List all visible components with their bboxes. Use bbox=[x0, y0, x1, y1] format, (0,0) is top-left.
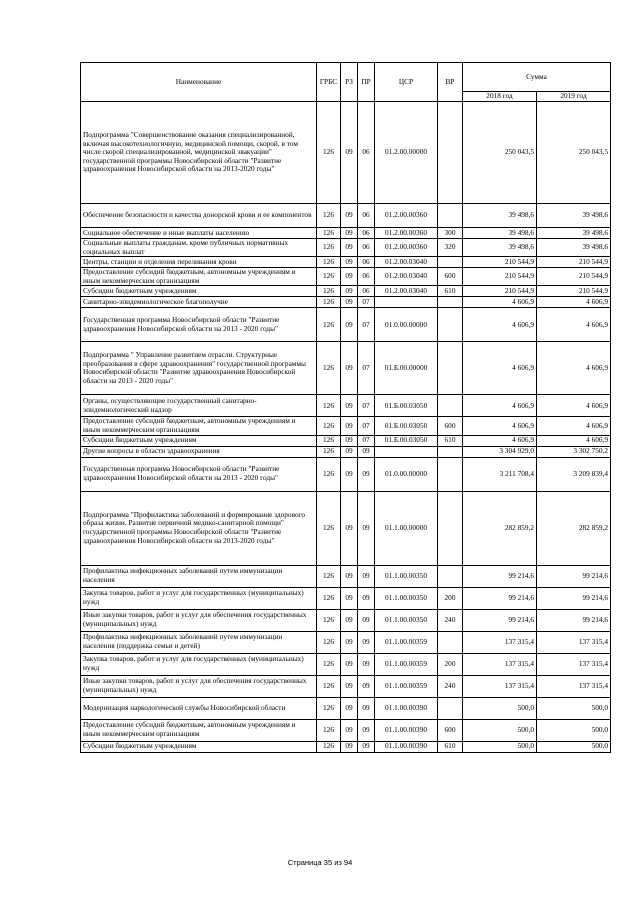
cell-pr: 09 bbox=[358, 565, 375, 587]
cell-sum-2018: 500,0 bbox=[463, 719, 537, 741]
cell-grbs: 126 bbox=[317, 268, 341, 286]
cell-name: Подпрограмма "Профилактика заболеваний и формирование здорового образа жизни. Развитие первичной медико-санитарной помощи" государственной программы Новосибирской области "Развитие здравоохранения Новосибирской области на 2013-2020 годы" bbox=[81, 491, 317, 565]
cell-name: Подпрограмма "Совершенствование оказания специализированной, включая высокотехнологичную, медицинской помощи, скорой, в том числе скорой специализированной, медицинской эвакуации" государственной программы Новосибирской области "Развитие здравоохранения Новосибирской области на 2013-2020 годы" bbox=[81, 102, 317, 204]
cell-rz: 09 bbox=[341, 239, 358, 257]
budget-document bbox=[80, 62, 610, 753]
cell-name: Профилактика инфекционных заболеваний путем иммунизации населения bbox=[81, 565, 317, 587]
table-row bbox=[81, 342, 611, 395]
cell-vr bbox=[438, 308, 463, 342]
cell-csr: 01.0.00.00000 bbox=[375, 457, 438, 491]
cell-grbs: 126 bbox=[317, 491, 341, 565]
cell-grbs: 126 bbox=[317, 297, 341, 308]
cell-rz: 09 bbox=[341, 308, 358, 342]
cell-name: Другие вопросы в области здравоохранения bbox=[81, 446, 317, 457]
cell-csr: 01.0.00.00000 bbox=[375, 308, 438, 342]
cell-sum-2019: 210 544,9 bbox=[537, 257, 611, 268]
cell-csr: 01.1.00.00390 bbox=[375, 719, 438, 741]
cell-pr: 09 bbox=[358, 446, 375, 457]
cell-grbs: 126 bbox=[317, 587, 341, 609]
cell-csr: 01.1.00.00390 bbox=[375, 697, 438, 719]
cell-vr: 600 bbox=[438, 719, 463, 741]
cell-vr: 600 bbox=[438, 268, 463, 286]
cell-rz: 09 bbox=[341, 631, 358, 653]
cell-sum-2018: 4 606,9 bbox=[463, 417, 537, 435]
cell-sum-2019: 4 606,9 bbox=[537, 308, 611, 342]
cell-grbs: 126 bbox=[317, 609, 341, 631]
cell-pr: 06 bbox=[358, 286, 375, 297]
cell-rz: 09 bbox=[341, 228, 358, 239]
cell-vr: 240 bbox=[438, 675, 463, 697]
cell-pr: 09 bbox=[358, 675, 375, 697]
cell-name: Подпрограмма " Управление развитием отрасли. Структурные преобразования в сфере здравоохранения" государственной программы Новосибирской области "Развитие здравоохранения Новосибирской области на 2013 - 2020 годы" bbox=[81, 342, 317, 395]
cell-name: Субсидии бюджетным учреждениям bbox=[81, 286, 317, 297]
cell-vr bbox=[438, 102, 463, 204]
cell-sum-2019: 137 315,4 bbox=[537, 653, 611, 675]
cell-vr bbox=[438, 395, 463, 417]
cell-pr: 09 bbox=[358, 491, 375, 565]
cell-pr: 07 bbox=[358, 435, 375, 446]
cell-name: Иные закупки товаров, работ и услуг для обеспечения государственных (муниципальных) нужд bbox=[81, 675, 317, 697]
cell-pr: 07 bbox=[358, 342, 375, 395]
cell-pr: 07 bbox=[358, 417, 375, 435]
cell-sum-2018: 210 544,9 bbox=[463, 286, 537, 297]
cell-rz: 09 bbox=[341, 257, 358, 268]
cell-pr: 06 bbox=[358, 268, 375, 286]
cell-sum-2019: 500,0 bbox=[537, 741, 611, 752]
cell-rz: 09 bbox=[341, 204, 358, 228]
cell-rz: 09 bbox=[341, 565, 358, 587]
cell-vr: 610 bbox=[438, 435, 463, 446]
table-row bbox=[81, 257, 611, 268]
table-row bbox=[81, 308, 611, 342]
cell-name: Модернизация наркологической службы Новосибирской области bbox=[81, 697, 317, 719]
cell-name: Государственная программа Новосибирской области "Развитие здравоохранения Новосибирской области на 2013 - 2020 годы" bbox=[81, 308, 317, 342]
cell-sum-2019: 3 209 839,4 bbox=[537, 457, 611, 491]
cell-grbs: 126 bbox=[317, 239, 341, 257]
cell-sum-2019: 3 302 750,2 bbox=[537, 446, 611, 457]
cell-rz: 09 bbox=[341, 653, 358, 675]
cell-sum-2018: 137 315,4 bbox=[463, 653, 537, 675]
header-pr: ПР bbox=[358, 63, 375, 102]
cell-name: Обеспечение безопасности и качества донорской крови и ее компонентов bbox=[81, 204, 317, 228]
cell-csr: 01.1.00.00350 bbox=[375, 587, 438, 609]
table-header bbox=[81, 63, 611, 102]
cell-name: Субсидии бюджетным учреждениям bbox=[81, 435, 317, 446]
cell-name: Закупка товаров, работ и услуг для государственных (муниципальных) нужд bbox=[81, 653, 317, 675]
cell-sum-2018: 137 315,4 bbox=[463, 631, 537, 653]
cell-rz: 09 bbox=[341, 102, 358, 204]
cell-vr: 300 bbox=[438, 228, 463, 239]
cell-grbs: 126 bbox=[317, 257, 341, 268]
cell-sum-2019: 4 606,9 bbox=[537, 297, 611, 308]
cell-sum-2019: 39 498,6 bbox=[537, 228, 611, 239]
cell-rz: 09 bbox=[341, 587, 358, 609]
cell-grbs: 126 bbox=[317, 697, 341, 719]
cell-name: Профилактика инфекционных заболеваний путем иммунизации населения (поддержка семьи и детей) bbox=[81, 631, 317, 653]
cell-sum-2019: 4 606,9 bbox=[537, 435, 611, 446]
cell-csr: 01.1.00.00390 bbox=[375, 741, 438, 752]
cell-grbs: 126 bbox=[317, 675, 341, 697]
cell-grbs: 126 bbox=[317, 102, 341, 204]
cell-sum-2018: 39 498,6 bbox=[463, 239, 537, 257]
cell-vr bbox=[438, 697, 463, 719]
cell-sum-2019: 210 544,9 bbox=[537, 268, 611, 286]
budget-table bbox=[80, 62, 611, 753]
cell-sum-2019: 500,0 bbox=[537, 697, 611, 719]
cell-pr: 09 bbox=[358, 653, 375, 675]
cell-name: Закупка товаров, работ и услуг для государственных (муниципальных) нужд bbox=[81, 587, 317, 609]
cell-pr: 06 bbox=[358, 257, 375, 268]
cell-sum-2018: 99 214,6 bbox=[463, 587, 537, 609]
cell-vr bbox=[438, 446, 463, 457]
cell-pr: 09 bbox=[358, 697, 375, 719]
table-row bbox=[81, 417, 611, 435]
cell-csr: 01.2.00.03040 bbox=[375, 268, 438, 286]
cell-pr: 06 bbox=[358, 239, 375, 257]
table-row bbox=[81, 435, 611, 446]
cell-grbs: 126 bbox=[317, 457, 341, 491]
cell-name: Субсидии бюджетным учреждениям bbox=[81, 741, 317, 752]
cell-name: Предоставление субсидий бюджетным, автономным учреждениям и иным некоммерческим организациям bbox=[81, 268, 317, 286]
cell-name: Санитарно-эпидемиологическое благополучие bbox=[81, 297, 317, 308]
page-number: Страница 35 из 94 bbox=[287, 858, 353, 867]
cell-csr bbox=[375, 297, 438, 308]
cell-pr: 06 bbox=[358, 102, 375, 204]
cell-sum-2018: 39 498,6 bbox=[463, 228, 537, 239]
cell-sum-2018: 500,0 bbox=[463, 741, 537, 752]
table-row bbox=[81, 719, 611, 741]
table-row bbox=[81, 446, 611, 457]
cell-sum-2018: 137 315,4 bbox=[463, 675, 537, 697]
header-year-2018: 2018 год bbox=[463, 92, 537, 102]
cell-grbs: 126 bbox=[317, 653, 341, 675]
cell-csr: 01.2.00.00360 bbox=[375, 204, 438, 228]
cell-name: Иные закупки товаров, работ и услуг для обеспечения государственных (муниципальных) нужд bbox=[81, 609, 317, 631]
cell-name: Предоставление субсидий бюджетным, автономным учреждениям и иным некоммерческим организациям bbox=[81, 417, 317, 435]
cell-name: Социальные выплаты гражданам, кроме публичных нормативных социальных выплат bbox=[81, 239, 317, 257]
table-row bbox=[81, 675, 611, 697]
cell-grbs: 126 bbox=[317, 228, 341, 239]
cell-vr: 240 bbox=[438, 609, 463, 631]
cell-name: Предоставление субсидий бюджетным, автономным учреждениям и иным некоммерческим организациям bbox=[81, 719, 317, 741]
cell-sum-2018: 99 214,6 bbox=[463, 609, 537, 631]
table-row bbox=[81, 587, 611, 609]
cell-vr: 610 bbox=[438, 741, 463, 752]
table-row bbox=[81, 297, 611, 308]
cell-csr bbox=[375, 446, 438, 457]
cell-name: Социальное обеспечение и иные выплаты населению bbox=[81, 228, 317, 239]
cell-vr: 610 bbox=[438, 286, 463, 297]
cell-pr: 07 bbox=[358, 308, 375, 342]
cell-grbs: 126 bbox=[317, 204, 341, 228]
cell-rz: 09 bbox=[341, 297, 358, 308]
cell-rz: 09 bbox=[341, 457, 358, 491]
cell-sum-2018: 99 214,6 bbox=[463, 565, 537, 587]
cell-csr: 01.1.00.00359 bbox=[375, 653, 438, 675]
table-row bbox=[81, 741, 611, 752]
cell-csr: 01.Б.00.03050 bbox=[375, 435, 438, 446]
header-name: Наименование bbox=[81, 63, 317, 102]
cell-sum-2019: 39 498,6 bbox=[537, 204, 611, 228]
cell-grbs: 126 bbox=[317, 342, 341, 395]
cell-sum-2019: 4 606,9 bbox=[537, 417, 611, 435]
cell-vr bbox=[438, 204, 463, 228]
cell-sum-2018: 282 859,2 bbox=[463, 491, 537, 565]
table-row bbox=[81, 653, 611, 675]
cell-sum-2019: 4 606,9 bbox=[537, 342, 611, 395]
table-body bbox=[81, 102, 611, 753]
cell-rz: 09 bbox=[341, 286, 358, 297]
cell-sum-2019: 4 606,9 bbox=[537, 395, 611, 417]
cell-pr: 07 bbox=[358, 395, 375, 417]
cell-sum-2019: 500,0 bbox=[537, 719, 611, 741]
cell-vr: 200 bbox=[438, 587, 463, 609]
cell-sum-2018: 250 043,5 bbox=[463, 102, 537, 204]
table-row bbox=[81, 204, 611, 228]
cell-sum-2019: 250 043,5 bbox=[537, 102, 611, 204]
cell-rz: 09 bbox=[341, 395, 358, 417]
cell-sum-2019: 282 859,2 bbox=[537, 491, 611, 565]
cell-sum-2018: 3 304 929,0 bbox=[463, 446, 537, 457]
cell-rz: 09 bbox=[341, 446, 358, 457]
cell-rz: 09 bbox=[341, 417, 358, 435]
cell-sum-2018: 4 606,9 bbox=[463, 297, 537, 308]
cell-sum-2019: 99 214,6 bbox=[537, 609, 611, 631]
cell-pr: 09 bbox=[358, 587, 375, 609]
cell-sum-2019: 137 315,4 bbox=[537, 631, 611, 653]
cell-sum-2018: 3 211 708,4 bbox=[463, 457, 537, 491]
cell-csr: 01.1.00.00000 bbox=[375, 491, 438, 565]
cell-csr: 01.Б.00.03050 bbox=[375, 417, 438, 435]
cell-grbs: 126 bbox=[317, 417, 341, 435]
table-row bbox=[81, 286, 611, 297]
cell-sum-2018: 4 606,9 bbox=[463, 395, 537, 417]
cell-sum-2019: 99 214,6 bbox=[537, 587, 611, 609]
table-row bbox=[81, 239, 611, 257]
cell-vr bbox=[438, 457, 463, 491]
cell-rz: 09 bbox=[341, 741, 358, 752]
cell-csr: 01.1.00.00359 bbox=[375, 631, 438, 653]
cell-grbs: 126 bbox=[317, 395, 341, 417]
table-row bbox=[81, 697, 611, 719]
cell-csr: 01.2.00.00360 bbox=[375, 228, 438, 239]
cell-csr: 01.1.00.00350 bbox=[375, 565, 438, 587]
cell-pr: 06 bbox=[358, 228, 375, 239]
header-csr: ЦСР bbox=[375, 63, 438, 102]
cell-pr: 06 bbox=[358, 204, 375, 228]
cell-grbs: 126 bbox=[317, 308, 341, 342]
cell-sum-2018: 210 544,9 bbox=[463, 257, 537, 268]
cell-pr: 09 bbox=[358, 457, 375, 491]
cell-vr: 200 bbox=[438, 653, 463, 675]
cell-sum-2019: 137 315,4 bbox=[537, 675, 611, 697]
cell-grbs: 126 bbox=[317, 631, 341, 653]
cell-rz: 09 bbox=[341, 719, 358, 741]
cell-rz: 09 bbox=[341, 342, 358, 395]
cell-vr bbox=[438, 342, 463, 395]
cell-vr bbox=[438, 631, 463, 653]
table-row bbox=[81, 457, 611, 491]
cell-pr: 09 bbox=[358, 609, 375, 631]
cell-sum-2018: 4 606,9 bbox=[463, 342, 537, 395]
cell-vr bbox=[438, 491, 463, 565]
cell-csr: 01.2.00.03040 bbox=[375, 257, 438, 268]
cell-sum-2018: 4 606,9 bbox=[463, 435, 537, 446]
cell-vr bbox=[438, 297, 463, 308]
header-vr: ВР bbox=[438, 63, 463, 102]
cell-grbs: 126 bbox=[317, 286, 341, 297]
cell-vr: 320 bbox=[438, 239, 463, 257]
cell-rz: 09 bbox=[341, 697, 358, 719]
cell-csr: 01.Б.00.00000 bbox=[375, 342, 438, 395]
cell-name: Государственная программа Новосибирской области "Развитие здравоохранения Новосибирской области на 2013 - 2020 годы" bbox=[81, 457, 317, 491]
header-sum: Сумма bbox=[463, 63, 611, 92]
cell-sum-2018: 210 544,9 bbox=[463, 268, 537, 286]
cell-sum-2018: 39 498,6 bbox=[463, 204, 537, 228]
cell-name: Центры, станции и отделения переливания крови bbox=[81, 257, 317, 268]
header-grbs: ГРБС bbox=[317, 63, 341, 102]
cell-csr: 01.1.00.00359 bbox=[375, 675, 438, 697]
table-row bbox=[81, 395, 611, 417]
cell-rz: 09 bbox=[341, 609, 358, 631]
cell-sum-2019: 99 214,6 bbox=[537, 565, 611, 587]
cell-grbs: 126 bbox=[317, 565, 341, 587]
cell-pr: 07 bbox=[358, 297, 375, 308]
table-row bbox=[81, 491, 611, 565]
cell-vr bbox=[438, 565, 463, 587]
cell-sum-2018: 500,0 bbox=[463, 697, 537, 719]
header-year-2019: 2019 год bbox=[537, 92, 611, 102]
table-row bbox=[81, 228, 611, 239]
cell-csr: 01.1.00.00350 bbox=[375, 609, 438, 631]
cell-pr: 09 bbox=[358, 631, 375, 653]
cell-pr: 09 bbox=[358, 741, 375, 752]
cell-sum-2019: 210 544,9 bbox=[537, 286, 611, 297]
cell-csr: 01.2.00.00360 bbox=[375, 239, 438, 257]
cell-sum-2019: 39 498,6 bbox=[537, 239, 611, 257]
cell-pr: 09 bbox=[358, 719, 375, 741]
cell-vr: 600 bbox=[438, 417, 463, 435]
cell-grbs: 126 bbox=[317, 719, 341, 741]
table-row bbox=[81, 102, 611, 204]
cell-vr bbox=[438, 257, 463, 268]
table-row bbox=[81, 565, 611, 587]
cell-rz: 09 bbox=[341, 491, 358, 565]
table-row bbox=[81, 268, 611, 286]
cell-name: Органы, осуществляющие государственный санитарно-эпидемиологический надзор bbox=[81, 395, 317, 417]
cell-rz: 09 bbox=[341, 268, 358, 286]
cell-grbs: 126 bbox=[317, 446, 341, 457]
cell-csr: 01.2.00.00000 bbox=[375, 102, 438, 204]
header-rz: РЗ bbox=[341, 63, 358, 102]
cell-rz: 09 bbox=[341, 435, 358, 446]
table-row bbox=[81, 609, 611, 631]
cell-grbs: 126 bbox=[317, 741, 341, 752]
cell-grbs: 126 bbox=[317, 435, 341, 446]
table-row bbox=[81, 631, 611, 653]
cell-sum-2018: 4 606,9 bbox=[463, 308, 537, 342]
cell-csr: 01.2.00.03040 bbox=[375, 286, 438, 297]
cell-csr: 01.Б.00.03050 bbox=[375, 395, 438, 417]
cell-rz: 09 bbox=[341, 675, 358, 697]
